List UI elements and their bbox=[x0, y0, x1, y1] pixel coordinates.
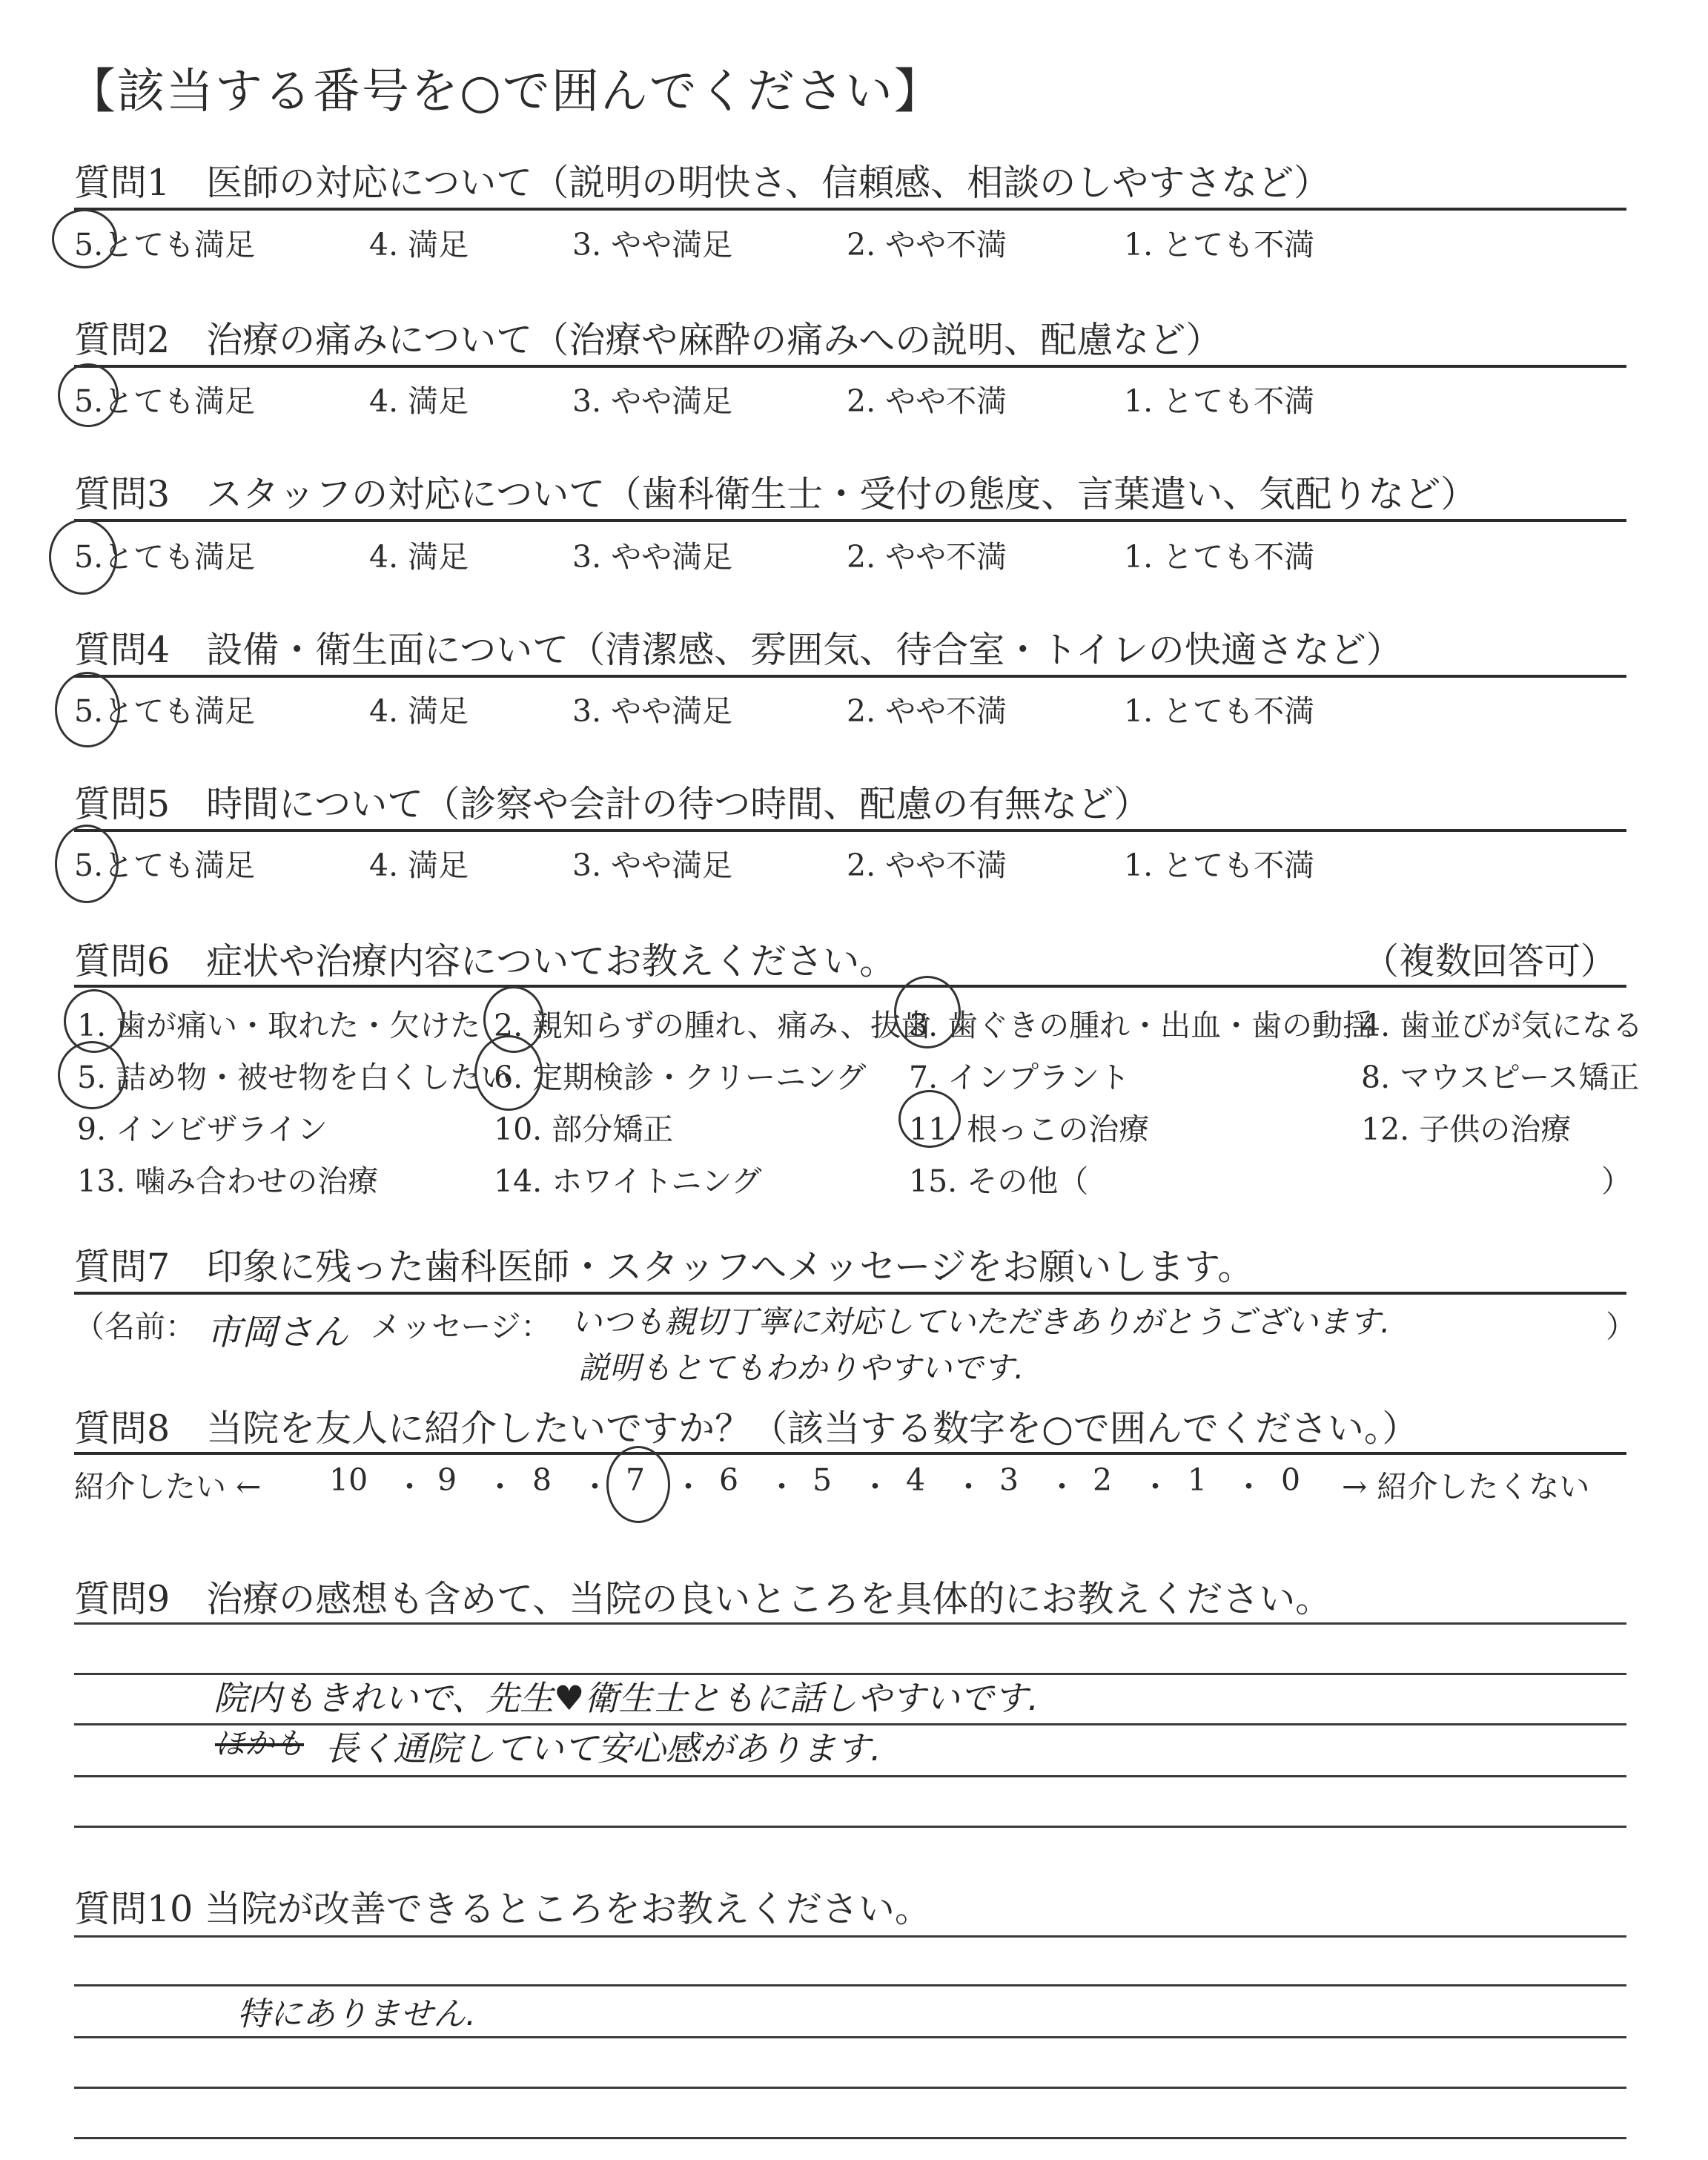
q3-option-4[interactable]: 4. 満足 bbox=[369, 539, 469, 575]
q8-scale-1[interactable]: 1 bbox=[1188, 1462, 1208, 1498]
q9-answer-line bbox=[74, 1775, 1626, 1777]
q3-title: 質問3 スタッフの対応について（歯科衛生士・受付の態度、言葉遣い、気配りなど） bbox=[74, 473, 1477, 515]
q8-separator-dot: ・ bbox=[673, 1469, 704, 1505]
q7-message-line-1[interactable]: いつも親切丁寧に対応していただきありがとうございます. bbox=[571, 1304, 1391, 1340]
q2-option-3[interactable]: 3. やや満足 bbox=[572, 383, 733, 419]
q8-scale-7[interactable]: 7 bbox=[626, 1462, 646, 1498]
q9-answer-line-2[interactable]: 長く通院していて安心感があります. bbox=[325, 1728, 881, 1768]
q4-option-5[interactable]: 5.とても満足 bbox=[74, 693, 256, 729]
q6-selection-circle-11 bbox=[898, 1090, 961, 1148]
q1-option-3[interactable]: 3. やや満足 bbox=[572, 227, 733, 262]
form-header: 【該当する番号を○で囲んでください】 bbox=[68, 65, 943, 119]
q8-scale-0[interactable]: 0 bbox=[1281, 1462, 1301, 1498]
q1-selection-circle bbox=[52, 209, 117, 268]
q3-option-5[interactable]: 5.とても満足 bbox=[74, 539, 256, 575]
q9-answer-line-1[interactable]: 院内もきれいで、先生♥衛生士ともに話しやすいです. bbox=[214, 1678, 1039, 1718]
q8-scale-3[interactable]: 3 bbox=[999, 1462, 1019, 1498]
q10-title: 質問10 当院が改善できるところをお教えください。 bbox=[74, 1888, 931, 1930]
q8-scale-2[interactable]: 2 bbox=[1093, 1462, 1113, 1498]
q8-scale-8[interactable]: 8 bbox=[532, 1462, 552, 1498]
q5-option-1[interactable]: 1. とても不満 bbox=[1124, 848, 1315, 883]
q8-title: 質問8 当院を友人に紹介したいですか？（該当する数字を○で囲んでください。） bbox=[74, 1407, 1419, 1450]
q1-option-2[interactable]: 2. やや不満 bbox=[847, 227, 1007, 262]
q6-item-2[interactable]: 2. 親知らずの腫れ、痛み、抜歯 bbox=[494, 1008, 932, 1043]
q7-message-label: メッセージ： bbox=[371, 1309, 552, 1344]
q6-item-11[interactable]: 11. 根っこの治療 bbox=[909, 1112, 1150, 1147]
q6-item-10[interactable]: 10. 部分矯正 bbox=[494, 1112, 674, 1147]
q1-rule bbox=[74, 208, 1626, 211]
q8-separator-dot: ・ bbox=[394, 1469, 425, 1505]
q2-option-5[interactable]: 5.とても満足 bbox=[74, 383, 256, 419]
q9-answer-line bbox=[74, 1826, 1626, 1828]
q6-item-13[interactable]: 13. 噛み合わせの治療 bbox=[77, 1163, 379, 1199]
q2-option-2[interactable]: 2. やや不満 bbox=[847, 383, 1007, 419]
q8-right-label: → 紹介したくない bbox=[1342, 1469, 1590, 1505]
q5-option-2[interactable]: 2. やや不満 bbox=[847, 848, 1007, 883]
q6-selection-circle-5 bbox=[58, 1041, 126, 1109]
q6-item-14[interactable]: 14. ホワイトニング bbox=[494, 1163, 762, 1199]
q8-scale-10[interactable]: 10 bbox=[329, 1462, 368, 1498]
q8-selection-circle bbox=[606, 1446, 670, 1523]
q2-rule bbox=[74, 365, 1626, 368]
q5-option-4[interactable]: 4. 満足 bbox=[369, 848, 469, 883]
q5-title: 質問5 時間について（診察や会計の待つ時間、配慮の有無など） bbox=[74, 783, 1151, 825]
q6-item-8[interactable]: 8. マウスピース矯正 bbox=[1361, 1060, 1640, 1095]
q7-close-paren: ） bbox=[1606, 1309, 1636, 1344]
q7-message-line-2[interactable]: 説明もとてもわかりやすいです. bbox=[578, 1350, 1025, 1386]
q1-option-5[interactable]: 5.とても満足 bbox=[74, 227, 256, 262]
q8-scale-9[interactable]: 9 bbox=[437, 1462, 457, 1498]
q10-answer-line bbox=[74, 2087, 1626, 2089]
q6-item-12[interactable]: 12. 子供の治療 bbox=[1361, 1112, 1572, 1147]
q1-option-4[interactable]: 4. 満足 bbox=[369, 227, 469, 262]
q10-answer-line bbox=[74, 1935, 1626, 1938]
q4-selection-circle bbox=[55, 672, 120, 747]
q6-item-7[interactable]: 7. インプラント bbox=[909, 1060, 1131, 1095]
q6-selection-circle-6 bbox=[474, 1035, 543, 1111]
q10-answer-line bbox=[74, 1984, 1626, 1986]
q6-item-3[interactable]: 3. 歯ぐきの腫れ・出血・歯の動揺 bbox=[909, 1008, 1374, 1043]
q6-item-6[interactable]: 6. 定期検診・クリーニング bbox=[494, 1060, 867, 1095]
q10-answer-line bbox=[74, 2137, 1626, 2139]
q5-option-3[interactable]: 3. やや満足 bbox=[572, 848, 733, 883]
q6-item-15[interactable]: 15. その他（ bbox=[909, 1163, 1089, 1199]
q6-item-9[interactable]: 9. インビザライン bbox=[77, 1112, 328, 1147]
q8-scale-5[interactable]: 5 bbox=[812, 1462, 833, 1498]
q5-option-5[interactable]: 5.とても満足 bbox=[74, 848, 256, 883]
q4-option-2[interactable]: 2. やや不満 bbox=[847, 693, 1007, 729]
q7-rule bbox=[74, 1292, 1626, 1295]
q4-option-1[interactable]: 1. とても不満 bbox=[1124, 693, 1315, 729]
q5-selection-circle bbox=[55, 825, 119, 903]
q7-name-label: （名前： bbox=[74, 1309, 196, 1344]
q2-option-1[interactable]: 1. とても不満 bbox=[1124, 383, 1315, 419]
q8-scale-6[interactable]: 6 bbox=[719, 1462, 739, 1498]
q2-selection-circle bbox=[58, 363, 119, 427]
q3-selection-circle bbox=[49, 519, 117, 595]
q6-multiple-answer-note: （複数回答可） bbox=[1363, 940, 1618, 982]
q8-scale-4[interactable]: 4 bbox=[906, 1462, 926, 1498]
q4-option-4[interactable]: 4. 満足 bbox=[369, 693, 469, 729]
q10-answer-line bbox=[74, 2036, 1626, 2038]
q3-option-3[interactable]: 3. やや満足 bbox=[572, 539, 733, 575]
q10-answer[interactable]: 特にありません. bbox=[237, 1995, 476, 2033]
q9-struck-text: ほかも bbox=[215, 1727, 304, 1761]
q1-option-1[interactable]: 1. とても不満 bbox=[1124, 227, 1315, 262]
q8-left-label: 紹介したい ← bbox=[74, 1469, 262, 1505]
q3-option-1[interactable]: 1. とても不満 bbox=[1124, 539, 1315, 575]
q7-title: 質問7 印象に残った歯科医師・スタッフへメッセージをお願いします。 bbox=[74, 1246, 1254, 1288]
q6-rule bbox=[74, 985, 1626, 988]
q7-name-value[interactable]: 市岡さん bbox=[206, 1312, 349, 1353]
q1-title: 質問1 医師の対応について（説明の明快さ、信頼感、相談のしやすさなど） bbox=[74, 162, 1331, 204]
q6-item-1[interactable]: 1. 歯が痛い・取れた・欠けた bbox=[77, 1008, 481, 1043]
q8-rule bbox=[74, 1452, 1626, 1455]
q9-title: 質問9 治療の感想も含めて、当院の良いところを具体的にお教えください。 bbox=[74, 1578, 1332, 1620]
q6-selection-circle-3 bbox=[894, 976, 961, 1048]
q6-item-15-close: ） bbox=[1601, 1163, 1632, 1199]
q2-option-4[interactable]: 4. 満足 bbox=[369, 383, 469, 419]
q8-separator-dot: ・ bbox=[1140, 1469, 1171, 1505]
q8-separator-dot: ・ bbox=[485, 1469, 515, 1505]
q8-separator-dot: ・ bbox=[953, 1469, 984, 1505]
q4-title: 質問4 設備・衛生面について（清潔感、雰囲気、待合室・トイレの快適さなど） bbox=[74, 629, 1403, 671]
q6-title: 質問6 症状や治療内容についてお教えください。 bbox=[74, 940, 896, 982]
q2-title: 質問2 治療の痛みについて（治療や麻酔の痛みへの説明、配慮など） bbox=[74, 319, 1222, 361]
q8-separator-dot: ・ bbox=[1234, 1469, 1264, 1505]
q6-item-5[interactable]: 5. 詰め物・被せ物を白くしたい bbox=[77, 1060, 512, 1095]
q8-separator-dot: ・ bbox=[767, 1469, 797, 1505]
q8-separator-dot: ・ bbox=[580, 1469, 610, 1505]
q9-answer-line bbox=[74, 1622, 1626, 1625]
q4-option-3[interactable]: 3. やや満足 bbox=[572, 693, 733, 729]
q5-rule bbox=[74, 829, 1626, 832]
q6-item-4[interactable]: 4. 歯並びが気になる bbox=[1361, 1008, 1644, 1043]
q3-option-2[interactable]: 2. やや不満 bbox=[847, 539, 1007, 575]
q3-rule bbox=[74, 519, 1626, 522]
q8-separator-dot: ・ bbox=[860, 1469, 890, 1505]
q4-rule bbox=[74, 675, 1626, 678]
q8-separator-dot: ・ bbox=[1047, 1469, 1077, 1505]
